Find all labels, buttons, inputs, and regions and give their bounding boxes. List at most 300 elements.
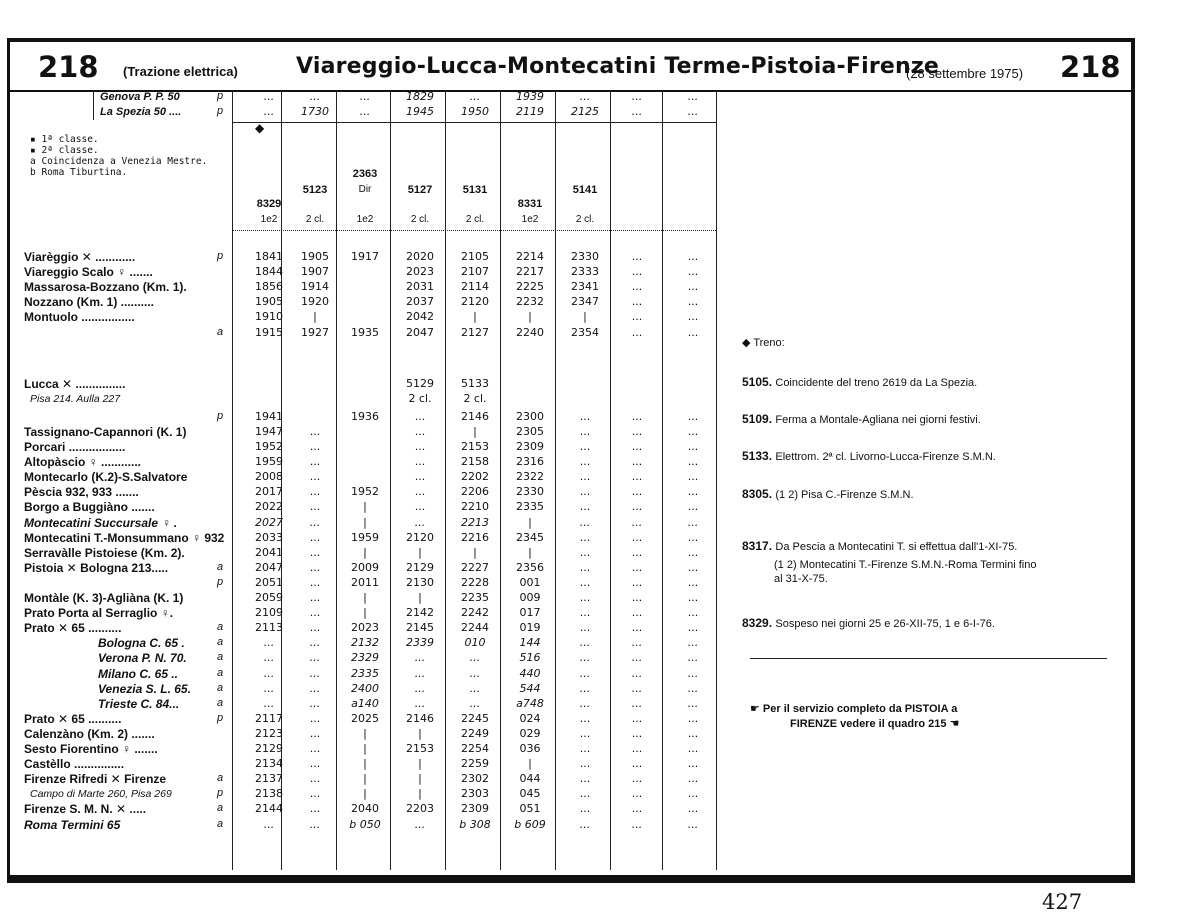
time-cell: ...: [309, 470, 321, 484]
time-cell: 2127: [461, 325, 489, 339]
time-cell: ...: [631, 424, 643, 438]
column-divider: [500, 90, 501, 870]
time-cell: ...: [579, 606, 591, 620]
station-name: Prato ✕ 65 ..........: [24, 621, 122, 636]
time-cell: ...: [579, 621, 591, 635]
time-cell: 009: [519, 591, 541, 604]
time-cell: ...: [631, 621, 643, 635]
time-cell: ...: [309, 772, 321, 786]
time-cell: ...: [309, 757, 321, 771]
time-cell: ...: [309, 726, 321, 740]
time-cell: 2333: [571, 265, 599, 279]
origin-time: 2119: [516, 105, 544, 118]
time-cell: ...: [309, 500, 321, 514]
time-cell: ...: [631, 575, 643, 589]
origin-time: ...: [263, 90, 275, 103]
time-cell: 2217: [516, 265, 544, 279]
origin-time: ...: [687, 105, 699, 118]
time-cell: ...: [309, 802, 321, 816]
time-cell: ...: [687, 470, 699, 484]
origin-station: La Spezia 50 ....: [100, 106, 182, 118]
time-cell: 2227: [461, 560, 489, 574]
time-cell: ...: [579, 651, 591, 665]
time-cell: |: [418, 772, 422, 786]
station-name: Castèllo ...............: [24, 757, 125, 772]
time-cell: 1841: [255, 250, 283, 263]
time-cell: ...: [631, 545, 643, 559]
station-name: Viareggio Scalo ♀ .......: [24, 265, 153, 280]
train-class: 1e2: [521, 214, 539, 225]
train-number: 5123: [302, 184, 328, 196]
arr-dep-marker: p: [217, 575, 224, 588]
time-cell: ...: [687, 681, 699, 695]
station-name: Serravàlle Pistoiese (Km. 2).: [24, 545, 185, 560]
time-cell: 2158: [461, 455, 489, 469]
time-cell: 2214: [516, 250, 544, 263]
note-text: Elettrom. 2ª cl. Livorno-Lucca-Firenze S.M.N.: [775, 451, 996, 463]
time-cell: 2109: [255, 606, 283, 620]
note-train-number: 5105.: [742, 375, 776, 389]
time-cell: ...: [309, 440, 321, 453]
header-rule: [232, 230, 716, 232]
time-cell: ...: [687, 666, 699, 680]
arr-dep-marker: a: [217, 802, 224, 815]
train-number: 2363: [352, 168, 378, 180]
time-cell: ...: [469, 666, 481, 680]
time-cell: |: [363, 515, 367, 529]
time-cell: ...: [309, 742, 321, 755]
date-label: (28 settembre 1975): [906, 66, 1024, 81]
time-cell: ...: [579, 560, 591, 574]
station-name: Porcari .................: [24, 440, 126, 454]
origin-time: 1945: [406, 105, 434, 118]
station-name: Prato Porta al Serraglio ♀.: [24, 606, 174, 621]
time-cell: ...: [687, 802, 699, 816]
time-cell: ...: [687, 560, 699, 574]
time-cell: 2329: [351, 651, 379, 665]
time-cell: b 308: [459, 817, 491, 831]
time-cell: |: [363, 545, 367, 559]
time-cell: |: [418, 726, 422, 740]
time-cell: b 609: [514, 817, 546, 831]
time-cell: 440: [519, 666, 541, 680]
station-name: Firenze Rifredi ✕ Firenze: [24, 772, 167, 787]
station-name: Campo di Marte 260, Pisa 269: [30, 788, 172, 801]
time-cell: 1914: [301, 280, 329, 294]
time-cell: 2339: [406, 636, 434, 650]
time-cell: 2300: [516, 409, 544, 423]
time-cell: ...: [579, 696, 591, 710]
train-number: 5131: [462, 184, 488, 196]
legend-line: ▪ 1ª classe.: [30, 134, 99, 145]
time-cell: 2335: [516, 500, 544, 514]
time-cell: a748: [516, 696, 544, 710]
arr-dep-marker: a: [217, 666, 224, 679]
time-cell: 2245: [461, 711, 489, 725]
time-cell: ...: [687, 440, 699, 453]
time-cell: 1907: [301, 265, 329, 279]
time-cell: 1947: [255, 424, 283, 438]
time-cell: |: [363, 606, 367, 620]
origin-time: 1730: [301, 105, 329, 118]
station-name: Lucca ✕ ...............: [24, 376, 126, 391]
time-cell: ...: [687, 726, 699, 740]
time-cell: 5129: [406, 376, 434, 390]
time-cell: 2354: [571, 325, 599, 339]
time-cell: 544: [519, 681, 541, 695]
time-cell: 2356: [516, 560, 544, 574]
arr-dep-marker: p: [217, 711, 224, 724]
note-item: [774, 559, 1036, 571]
time-cell: 2228: [461, 575, 489, 589]
time-cell: 2138: [255, 787, 283, 801]
time-cell: ...: [631, 636, 643, 650]
time-cell: |: [473, 424, 477, 438]
origin-pa: p: [217, 90, 224, 102]
note-text: Ferma a Montale-Agliana nei giorni festivi.: [775, 414, 981, 426]
train-class: 2 cl.: [410, 214, 430, 225]
time-cell: 1935: [351, 325, 379, 339]
time-cell: ...: [631, 470, 643, 484]
time-cell: 2316: [516, 455, 544, 469]
time-cell: 2041: [255, 545, 283, 559]
time-cell: 2047: [255, 560, 283, 574]
time-cell: ...: [631, 280, 643, 294]
time-cell: 045: [519, 787, 541, 801]
time-cell: ...: [414, 409, 426, 423]
time-cell: 2011: [351, 575, 379, 589]
time-cell: ...: [631, 325, 643, 339]
station-name: Montecarlo (K.2)-S.Salvatore: [24, 470, 188, 485]
time-cell: ...: [631, 560, 643, 574]
time-cell: |: [363, 591, 367, 604]
train-category: Dir: [358, 184, 372, 195]
time-cell: 1917: [351, 250, 379, 263]
time-cell: 2210: [461, 500, 489, 514]
time-cell: ...: [579, 500, 591, 514]
time-cell: 2240: [516, 325, 544, 339]
time-cell: ...: [579, 409, 591, 423]
time-cell: |: [528, 757, 532, 771]
time-cell: ...: [687, 515, 699, 529]
title-row: [10, 42, 1131, 92]
time-cell: ...: [263, 651, 275, 665]
time-cell: 2144: [255, 802, 283, 816]
station-name: Calenzàno (Km. 2) .......: [24, 726, 155, 741]
train-number: 5141: [572, 184, 598, 196]
time-cell: ...: [687, 455, 699, 469]
time-cell: 2107: [461, 265, 489, 279]
time-cell: ...: [263, 681, 275, 695]
origin-time: ...: [687, 90, 699, 103]
arr-dep-marker: a: [217, 772, 224, 785]
time-cell: ...: [631, 485, 643, 499]
origin-divider: [93, 90, 94, 120]
time-cell: ...: [469, 681, 481, 695]
time-cell: 1959: [351, 530, 379, 544]
origin-time: 1950: [461, 105, 489, 118]
time-cell: ...: [309, 545, 321, 559]
time-cell: ...: [687, 545, 699, 559]
time-cell: ...: [631, 455, 643, 469]
train-number: 5127: [407, 184, 433, 196]
station-name: Trieste C. 84...: [98, 696, 180, 711]
time-cell: ...: [631, 530, 643, 544]
time-cell: 2216: [461, 530, 489, 544]
origin-time: ...: [469, 90, 481, 103]
time-cell: ...: [579, 681, 591, 695]
time-cell: ...: [687, 651, 699, 665]
note-train-number: 5109.: [742, 412, 776, 426]
time-cell: ...: [579, 817, 591, 831]
time-cell: 2309: [461, 802, 489, 816]
time-cell: ...: [309, 621, 321, 635]
origin-time: 2125: [571, 105, 599, 118]
time-cell: 2309: [516, 440, 544, 453]
time-cell: ...: [579, 787, 591, 801]
train-number: 8329: [256, 198, 282, 210]
time-cell: ...: [309, 651, 321, 665]
time-cell: ...: [579, 802, 591, 816]
time-cell: 2153: [406, 742, 434, 755]
arr-dep-marker: a: [217, 651, 224, 664]
time-cell: ...: [631, 772, 643, 786]
time-cell: 2330: [571, 250, 599, 263]
station-name: Prato ✕ 65 ..........: [24, 711, 122, 726]
time-cell: ...: [631, 591, 643, 604]
time-cell: 2146: [406, 711, 434, 725]
time-cell: ...: [309, 666, 321, 680]
time-cell: 2206: [461, 485, 489, 499]
time-cell: 017: [519, 606, 541, 620]
time-cell: 2400: [351, 681, 379, 695]
arr-dep-marker: a: [217, 621, 224, 634]
station-name: Tassignano-Capannori (K. 1): [24, 424, 187, 439]
note-item: [774, 573, 828, 585]
time-cell: ...: [631, 250, 643, 263]
origin-time: ...: [359, 105, 371, 118]
time-cell: ...: [414, 696, 426, 710]
origin-time: ...: [631, 90, 643, 103]
time-cell: ...: [309, 530, 321, 544]
origin-station: Genova P. P. 50: [100, 91, 180, 103]
arr-dep-marker: a: [217, 696, 224, 709]
time-cell: 2017: [255, 485, 283, 499]
note-train-number: 8329.: [742, 616, 776, 630]
station-name: Pisa 214. Aulla 227: [30, 392, 121, 405]
origin-time: ...: [579, 90, 591, 103]
time-cell: ...: [631, 757, 643, 771]
time-cell: 2235: [461, 591, 489, 604]
time-cell: ...: [687, 500, 699, 514]
time-cell: 1927: [301, 325, 329, 339]
station-name: Verona P. N. 70.: [98, 651, 187, 666]
time-cell: 1844: [255, 265, 283, 279]
train-class: 2 cl.: [575, 214, 595, 225]
column-divider: [390, 90, 391, 870]
time-cell: 036: [519, 742, 541, 755]
time-cell: 516: [519, 651, 541, 665]
time-cell: 2345: [516, 530, 544, 544]
time-cell: 2330: [516, 485, 544, 499]
time-cell: 2123: [255, 726, 283, 740]
note-text: Sospeso nei giorni 25 e 26-XII-75, 1 e 6-I-76.: [775, 618, 995, 630]
time-cell: ...: [309, 711, 321, 725]
time-cell: ...: [579, 455, 591, 469]
time-cell: ...: [631, 606, 643, 620]
time-cell: ...: [309, 575, 321, 589]
station-name: Milano C. 65 ..: [98, 666, 179, 681]
station-name: Montecatini T.-Monsummano ♀ 932: [24, 530, 225, 545]
time-cell: 2302: [461, 772, 489, 786]
arr-dep-marker: a: [217, 560, 224, 573]
time-cell: 029: [519, 726, 541, 740]
time-cell: 2137: [255, 772, 283, 786]
time-cell: ...: [414, 817, 426, 831]
origin-time: ...: [631, 105, 643, 118]
time-cell: ...: [469, 651, 481, 665]
time-cell: ...: [631, 265, 643, 279]
time-cell: 2105: [461, 250, 489, 263]
station-name: Borgo a Buggiàno .......: [24, 500, 155, 515]
time-cell: ...: [631, 295, 643, 309]
column-divider: [610, 90, 611, 870]
time-cell: ...: [687, 265, 699, 279]
time-cell: ...: [631, 681, 643, 695]
time-cell: ...: [687, 787, 699, 801]
time-cell: ...: [414, 681, 426, 695]
time-cell: ...: [631, 787, 643, 801]
time-cell: ...: [414, 440, 426, 453]
time-cell: ...: [687, 250, 699, 263]
time-cell: |: [473, 545, 477, 559]
time-cell: 1915: [255, 325, 283, 339]
column-divider: [662, 90, 663, 870]
time-cell: 2145: [406, 621, 434, 635]
time-cell: ...: [263, 696, 275, 710]
time-cell: 1941: [255, 409, 283, 423]
time-cell: |: [363, 772, 367, 786]
time-cell: ...: [631, 711, 643, 725]
note-train-number: 5133.: [742, 449, 776, 463]
time-cell: 2027: [255, 515, 283, 529]
station-name: Sesto Fiorentino ♀ .......: [24, 742, 158, 756]
station-name: Altopàscio ♀ ............: [24, 455, 142, 470]
time-cell: ...: [414, 424, 426, 438]
time-cell: |: [418, 757, 422, 771]
time-cell: 2259: [461, 757, 489, 771]
time-cell: ...: [414, 666, 426, 680]
origin-time: ...: [309, 90, 321, 103]
time-cell: 1910: [255, 310, 283, 324]
time-cell: ...: [687, 636, 699, 650]
time-cell: 2153: [461, 440, 489, 453]
time-cell: ...: [579, 470, 591, 484]
time-cell: ...: [687, 696, 699, 710]
time-cell: ...: [579, 772, 591, 786]
pointer-note-2: FIRENZE vedere il quadro 215 ☚: [790, 718, 960, 730]
time-cell: 1952: [351, 485, 379, 499]
time-cell: 2335: [351, 666, 379, 680]
time-cell: ...: [687, 711, 699, 725]
time-cell: 2242: [461, 606, 489, 620]
time-cell: |: [363, 726, 367, 740]
time-cell: ...: [687, 485, 699, 499]
time-cell: ...: [414, 470, 426, 484]
time-cell: 1905: [255, 295, 283, 309]
time-cell: ...: [579, 726, 591, 740]
time-cell: 144: [519, 636, 541, 650]
time-cell: 2020: [406, 250, 434, 263]
time-cell: 2120: [461, 295, 489, 309]
note-text: al 31-X-75.: [774, 573, 828, 585]
time-cell: 2146: [461, 409, 489, 423]
time-cell: ...: [309, 515, 321, 529]
time-cell: 2040: [351, 802, 379, 816]
notes-treno-label: ◆ Treno:: [742, 337, 785, 349]
time-cell: 2059: [255, 591, 283, 604]
time-cell: 2117: [255, 711, 283, 725]
time-cell: 2213: [461, 515, 489, 529]
column-divider: [555, 90, 556, 870]
time-cell: ...: [309, 681, 321, 695]
time-cell: ...: [579, 530, 591, 544]
time-cell: ...: [263, 817, 275, 831]
time-cell: ...: [687, 742, 699, 755]
time-cell: |: [363, 757, 367, 771]
time-cell: ...: [579, 515, 591, 529]
origin-time: ...: [359, 90, 371, 103]
note-item: [742, 449, 996, 463]
time-cell: 2244: [461, 621, 489, 635]
time-cell: ...: [687, 280, 699, 294]
time-cell: 1952: [255, 440, 283, 453]
legend-line: b Roma Tiburtina.: [30, 167, 128, 178]
time-cell: ...: [631, 802, 643, 816]
time-cell: 1856: [255, 280, 283, 294]
note-item: [742, 616, 995, 630]
column-divider: [232, 90, 233, 870]
time-cell: 2305: [516, 424, 544, 438]
station-name: Montecatini Succursale ♀ .: [24, 515, 178, 530]
time-cell: 024: [519, 711, 541, 725]
time-cell: ...: [631, 310, 643, 324]
time-cell: 1959: [255, 455, 283, 469]
time-cell: ...: [309, 636, 321, 650]
time-cell: 2051: [255, 575, 283, 589]
station-name: Viarèggio ✕ ............: [24, 250, 136, 264]
time-cell: ...: [687, 817, 699, 831]
time-cell: 1920: [301, 295, 329, 309]
time-cell: 2120: [406, 530, 434, 544]
time-cell: ...: [414, 500, 426, 514]
arr-dep-marker: a: [217, 817, 224, 830]
note-item: [742, 412, 981, 426]
table-number-right: 218: [1060, 50, 1121, 84]
time-cell: ...: [579, 575, 591, 589]
time-cell: 2303: [461, 787, 489, 801]
station-name: Roma Termini 65: [24, 817, 121, 832]
time-cell: ...: [309, 817, 321, 831]
time-cell: ...: [579, 424, 591, 438]
arr-dep-marker: p: [217, 787, 224, 800]
time-cell: ...: [309, 560, 321, 574]
time-cell: 5133: [461, 376, 489, 390]
time-cell: 2037: [406, 295, 434, 309]
time-cell: 1936: [351, 409, 379, 423]
time-cell: ...: [631, 440, 643, 453]
time-cell: 010: [464, 636, 486, 650]
